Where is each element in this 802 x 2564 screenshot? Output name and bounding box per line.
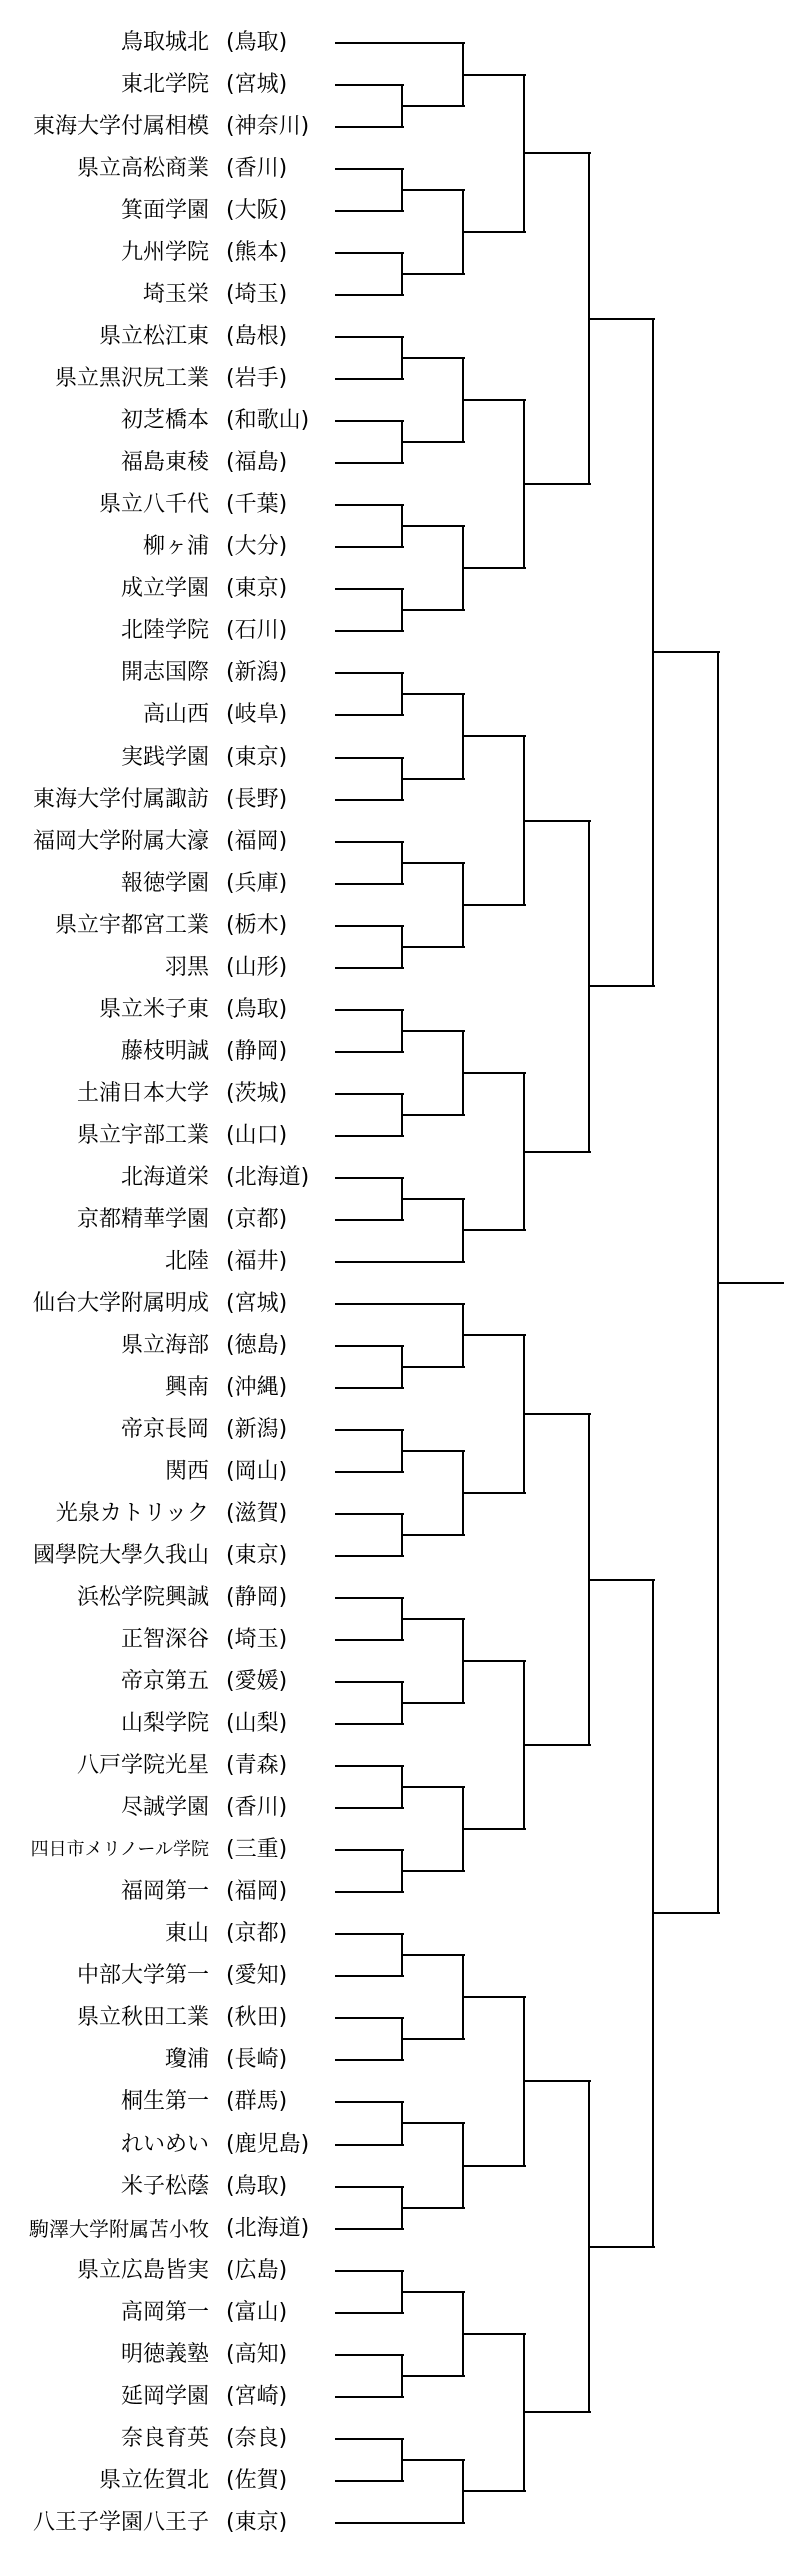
bracket-line-horizontal [402,1114,465,1116]
bracket-line-horizontal [463,1492,526,1494]
team-prefecture: (東京) [226,576,288,602]
bracket-line-horizontal [402,2375,465,2377]
team-row [0,1283,340,1325]
bracket-line-horizontal [335,1051,404,1053]
bracket-line-horizontal [402,2459,465,2461]
bracket-line-horizontal [463,74,526,76]
bracket-line-horizontal [335,588,404,590]
team-prefecture: (京都) [226,1921,288,1947]
team-prefecture: (三重) [226,1837,288,1863]
team-prefecture: (東京) [226,744,288,770]
bracket-line-horizontal [335,967,404,969]
team-row [0,232,340,274]
team-prefecture: (福島) [226,450,288,476]
bracket-line-horizontal [463,2490,526,2492]
team-name: 県立黒沢尻工業 [54,366,209,392]
team-prefecture: (鳥取) [226,2173,288,2199]
team-row [0,1031,340,1073]
team-prefecture: (宮城) [226,72,288,98]
bracket-line-horizontal [335,630,404,632]
team-row [0,2166,340,2208]
team-row [0,2502,340,2544]
bracket-line-horizontal [335,1681,404,1683]
bracket-line-horizontal [335,1555,404,1557]
team-name: 北陸学院 [120,618,209,644]
team-name: 初芝橋本 [120,408,209,434]
team-row [0,779,340,821]
team-prefecture: (長野) [226,786,288,812]
team-name: 県立高松商業 [76,156,209,182]
bracket-line-horizontal [402,946,465,948]
bracket-line-horizontal [335,2312,404,2314]
team-row [0,947,340,989]
bracket-line-horizontal [335,1933,404,1935]
bracket-line-horizontal [524,2080,591,2082]
team-row [0,1955,340,1997]
bracket-line-horizontal [335,1513,404,1515]
bracket-line-horizontal [402,273,465,275]
bracket-line-horizontal [589,1579,655,1581]
bracket-line-horizontal [335,2480,404,2482]
bracket-line-horizontal [335,1219,404,1221]
team-name: 八戸学院光星 [76,1753,209,1779]
team-prefecture: (大阪) [226,198,288,224]
team-name: 米子松蔭 [120,2173,209,2199]
team-name: 正智深谷 [120,1627,209,1653]
team-prefecture: (山形) [226,954,288,980]
bracket-line-horizontal [335,1387,404,1389]
team-name: 京都精華学園 [76,1206,209,1232]
bracket-line-horizontal [335,462,404,464]
bracket-line-horizontal [335,2059,404,2061]
team-name: 鳥取城北 [120,30,209,55]
team-row [0,1913,340,1955]
bracket-line-horizontal [335,714,404,716]
bracket-line-horizontal [335,1261,465,1263]
bracket-line-horizontal [335,84,404,86]
bracket-line-horizontal [335,883,404,885]
bracket-line-horizontal [335,1765,404,1767]
team-row [0,568,340,610]
team-name: 瓊浦 [164,2047,209,2073]
bracket-line-horizontal [402,525,465,527]
team-name: 福島東稜 [120,450,209,476]
bracket-line-horizontal [335,2101,404,2103]
team-name: 土浦日本大学 [76,1080,209,1106]
bracket-line-horizontal [589,2246,655,2248]
bracket-line-horizontal [463,904,526,906]
bracket-line-horizontal [463,1334,526,1336]
bracket-line-horizontal [463,2333,526,2335]
team-row [0,2376,340,2418]
bracket-line-horizontal [402,2207,465,2209]
bracket-line-horizontal [335,1135,404,1137]
team-row [0,989,340,1031]
team-name: 藤枝明誠 [120,1038,209,1064]
team-row [0,1241,340,1283]
bracket-line-horizontal [335,294,404,296]
team-name: 四日市メリノール学院 [30,1839,209,1861]
team-prefecture: (岡山) [226,1459,288,1485]
bracket-line-horizontal [335,2438,404,2440]
team-name: 東北学院 [120,72,209,98]
team-prefecture: (茨城) [226,1080,288,1106]
bracket-line-horizontal [402,1954,465,1956]
bracket-line-horizontal [335,1807,404,1809]
bracket-line-horizontal [402,1786,465,1788]
team-name: 東海大学付属諏訪 [32,786,209,812]
bracket-line-horizontal [524,152,591,154]
bracket-line-horizontal [463,735,526,737]
team-prefecture: (熊本) [226,240,288,266]
team-name: 光泉カトリック [55,1501,209,1527]
team-row [0,1619,340,1661]
bracket-line-horizontal [524,2411,591,2413]
bracket-line-horizontal [335,2270,404,2272]
team-prefecture: (千葉) [226,492,288,518]
bracket-line-horizontal [335,799,404,801]
bracket-line-horizontal [335,168,404,170]
team-name: 東海大学付属相模 [32,114,209,140]
team-row [0,274,340,316]
bracket-line-horizontal [402,1534,465,1536]
team-row [0,1829,340,1871]
team-name: 柳ヶ浦 [142,534,209,560]
team-name: 明徳義塾 [120,2341,209,2367]
team-name: 國學院大學久我山 [32,1543,209,1569]
team-prefecture: (和歌山) [226,408,310,434]
team-row [0,1409,340,1451]
bracket-line-horizontal [589,985,655,987]
team-name: 中部大学第一 [76,1963,209,1989]
bracket-line-horizontal [335,420,404,422]
bracket-line-horizontal [402,2122,465,2124]
team-prefecture: (埼玉) [226,1627,288,1653]
bracket-line-horizontal [402,2291,465,2293]
bracket-line-horizontal [335,1597,404,1599]
team-name: 報徳学園 [120,870,209,896]
team-name: 北陸 [164,1248,209,1274]
team-prefecture: (山口) [226,1122,288,1148]
team-row [0,64,340,106]
team-row [0,1535,340,1577]
team-prefecture: (滋賀) [226,1501,288,1527]
bracket-line-horizontal [335,841,404,843]
team-row [0,190,340,232]
bracket-line-horizontal [335,2522,465,2524]
team-row [0,526,340,568]
team-name: 八王子学園八王子 [32,2509,209,2535]
team-row [0,863,340,905]
bracket-line-horizontal [463,567,526,569]
team-prefecture: (岐阜) [226,702,288,728]
team-prefecture: (富山) [226,2299,288,2325]
team-prefecture: (宮崎) [226,2383,288,2409]
team-prefecture: (宮城) [226,1290,288,1316]
team-row [0,1115,340,1157]
team-name: 高山西 [142,702,209,728]
bracket-line-horizontal [653,651,720,653]
team-prefecture: (群馬) [226,2089,288,2115]
team-name: 高岡第一 [120,2299,209,2325]
bracket-line-horizontal [463,2165,526,2167]
team-row [0,2081,340,2123]
team-prefecture: (岩手) [226,366,288,392]
team-row [0,1745,340,1787]
bracket-line-horizontal [402,189,465,191]
bracket-line-horizontal [335,2354,404,2356]
team-prefecture: (山梨) [226,1711,288,1737]
team-row [0,484,340,526]
team-prefecture: (京都) [226,1206,288,1232]
bracket-line-horizontal [463,1072,526,1074]
bracket-line-horizontal [335,546,404,548]
team-row [0,22,340,64]
bracket-line-horizontal [589,318,655,320]
bracket-line-horizontal [402,693,465,695]
bracket-line-horizontal [402,357,465,359]
team-name: れいめい [120,2131,209,2157]
team-prefecture: (愛知) [226,1963,288,1989]
team-row [0,442,340,484]
team-prefecture: (奈良) [226,2425,288,2451]
bracket-line-horizontal [524,1413,591,1415]
team-name: 山梨学院 [120,1711,209,1737]
bracket-line-horizontal [402,862,465,864]
team-row [0,1157,340,1199]
team-name: 県立松江東 [98,324,209,350]
bracket-line-horizontal [718,1282,784,1284]
team-name: 帝京長岡 [120,1416,209,1442]
team-prefecture: (大分) [226,534,288,560]
team-name: 県立海部 [120,1332,209,1358]
team-prefecture: (東京) [226,2509,288,2535]
team-row [0,1451,340,1493]
team-prefecture: (鹿児島) [226,2131,310,2157]
team-prefecture: (北海道) [226,2215,310,2241]
team-name: 県立宇都宮工業 [54,912,209,938]
bracket-line-horizontal [402,1618,465,1620]
team-name: 福岡大学附属大濠 [32,828,209,854]
team-row [0,610,340,652]
team-row [0,400,340,442]
team-prefecture: (島根) [226,324,288,350]
team-row [0,1073,340,1115]
team-row [0,358,340,400]
bracket-line-horizontal [335,1345,404,1347]
team-name: 成立学園 [120,576,209,602]
bracket-line-horizontal [402,105,465,107]
bracket-line-horizontal [335,1303,465,1305]
team-row [0,106,340,148]
team-row [0,2039,340,2081]
team-prefecture: (沖縄) [226,1374,288,1400]
team-prefecture: (新潟) [226,660,288,686]
team-prefecture: (静岡) [226,1038,288,1064]
bracket-line-horizontal [402,609,465,611]
bracket-line-horizontal [653,1912,720,1914]
team-row [0,148,340,190]
bracket-line-horizontal [402,1702,465,1704]
bracket-line-horizontal [335,2144,404,2146]
team-row [0,1493,340,1535]
team-prefecture: (福井) [226,1248,288,1274]
bracket-line-horizontal [463,231,526,233]
team-name: 駒澤大学附属苫小牧 [29,2216,209,2241]
team-prefecture: (埼玉) [226,282,288,308]
team-row [0,2418,340,2460]
team-prefecture: (青森) [226,1753,288,1779]
team-name: 桐生第一 [120,2089,209,2115]
team-prefecture: (広島) [226,2257,288,2283]
team-row [0,2208,340,2250]
team-prefecture: (福岡) [226,1879,288,1905]
bracket-line-horizontal [335,1471,404,1473]
team-prefecture: (愛媛) [226,1669,288,1695]
bracket-line-horizontal [524,820,591,822]
bracket-line-horizontal [335,1009,404,1011]
bracket-line-horizontal [335,925,404,927]
bracket-line-horizontal [335,2396,404,2398]
bracket-line-horizontal [524,1744,591,1746]
bracket-line-horizontal [335,210,404,212]
bracket-line-horizontal [335,252,404,254]
team-row [0,1787,340,1829]
bracket-line-horizontal [402,1366,465,1368]
team-row [0,1199,340,1241]
bracket-line-horizontal [335,757,404,759]
bracket-line-horizontal [402,1198,465,1200]
team-row [0,737,340,779]
team-name: 尽誠学園 [120,1795,209,1821]
team-row [0,2250,340,2292]
bracket-line-horizontal [335,42,465,44]
team-row [0,316,340,358]
team-prefecture: (徳島) [226,1332,288,1358]
team-name: 県立広島皆実 [76,2257,209,2283]
team-name: 県立秋田工業 [76,2005,209,2031]
team-row [0,905,340,947]
team-row [0,1997,340,2039]
team-name: 九州学院 [120,240,209,266]
bracket-line-horizontal [402,2038,465,2040]
team-name: 東山 [164,1921,209,1947]
team-prefecture: (新潟) [226,1416,288,1442]
bracket-line-horizontal [463,1660,526,1662]
team-prefecture: (佐賀) [226,2467,288,2493]
team-row [0,2334,340,2376]
bracket-line-horizontal [335,2186,404,2188]
team-name: 実践学園 [120,744,209,770]
team-row [0,1367,340,1409]
bracket-line-horizontal [463,1229,526,1231]
team-row [0,2460,340,2502]
team-name: 開志国際 [120,660,209,686]
team-row [0,1577,340,1619]
team-name: 北海道栄 [120,1164,209,1190]
team-name: 奈良育英 [120,2425,209,2451]
team-prefecture: (東京) [226,1543,288,1569]
bracket-line-horizontal [335,672,404,674]
bracket-line-horizontal [402,1870,465,1872]
bracket-line-horizontal [463,399,526,401]
team-name: 仙台大学附属明成 [32,1290,209,1316]
team-prefecture: (高知) [226,2341,288,2367]
team-name: 羽黒 [164,954,209,980]
team-prefecture: (香川) [226,1795,288,1821]
bracket-line-horizontal [463,1996,526,1998]
team-name: 県立八千代 [98,492,209,518]
bracket-line-horizontal [335,1723,404,1725]
team-row [0,1871,340,1913]
bracket-line-horizontal [402,441,465,443]
team-prefecture: (栃木) [226,912,288,938]
bracket-line-horizontal [335,1429,404,1431]
bracket-line-horizontal [524,483,591,485]
team-prefecture: (神奈川) [226,114,310,140]
team-prefecture: (兵庫) [226,870,288,896]
team-name: 県立佐賀北 [98,2467,209,2493]
team-prefecture: (鳥取) [226,996,288,1022]
team-prefecture: (福岡) [226,828,288,854]
bracket-line-horizontal [335,336,404,338]
team-row [0,1661,340,1703]
team-name: 埼玉栄 [142,282,209,308]
team-row [0,821,340,863]
team-row [0,1703,340,1745]
bracket-line-horizontal [335,1177,404,1179]
team-row [0,694,340,736]
team-name: 浜松学院興誠 [76,1585,209,1611]
bracket-line-horizontal [335,504,404,506]
bracket-line-horizontal [335,1891,404,1893]
bracket-line-horizontal [335,378,404,380]
team-name: 箕面学園 [120,198,209,224]
team-prefecture: (石川) [226,618,288,644]
team-prefecture: (香川) [226,156,288,182]
team-name: 県立米子東 [98,996,209,1022]
team-prefecture: (北海道) [226,1164,310,1190]
bracket-line-horizontal [335,2228,404,2230]
team-row [0,2292,340,2334]
team-prefecture: (鳥取) [226,30,288,55]
bracket-line-horizontal [335,1849,404,1851]
team-name: 県立宇部工業 [76,1122,209,1148]
bracket-line-horizontal [335,2017,404,2019]
bracket-line-horizontal [335,1975,404,1977]
team-prefecture: (秋田) [226,2005,288,2031]
team-name: 帝京第五 [120,1669,209,1695]
bracket-line-horizontal [402,1450,465,1452]
bracket-line-horizontal [402,778,465,780]
team-row [0,652,340,694]
bracket-line-horizontal [335,126,404,128]
bracket-line-horizontal [524,1151,591,1153]
team-row [0,2124,340,2166]
bracket-line-horizontal [463,1828,526,1830]
team-name: 延岡学園 [120,2383,209,2409]
bracket-line-horizontal [402,1030,465,1032]
team-name: 関西 [164,1459,209,1485]
bracket-line-horizontal [335,1093,404,1095]
team-name: 興南 [164,1374,209,1400]
team-prefecture: (静岡) [226,1585,288,1611]
team-row [0,1325,340,1367]
team-prefecture: (長崎) [226,2047,288,2073]
bracket-line-horizontal [335,1639,404,1641]
team-name: 福岡第一 [120,1879,209,1905]
